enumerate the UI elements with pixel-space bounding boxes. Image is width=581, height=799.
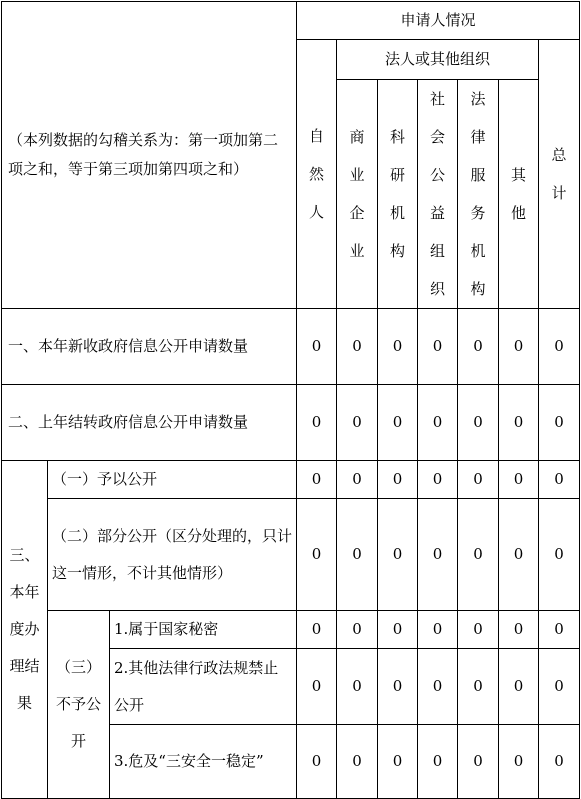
- row-label: （一）予以公开: [48, 461, 297, 499]
- cell: 0: [499, 499, 539, 611]
- cell: 0: [297, 649, 337, 725]
- cell: 0: [378, 461, 418, 499]
- cell: 0: [297, 499, 337, 611]
- legal-entity-header: 法人或其他组织: [337, 40, 539, 80]
- row-label: 一、本年新收政府信息公开申请数量: [2, 309, 297, 385]
- table-row: [2, 611, 580, 649]
- cell: 0: [337, 385, 378, 461]
- cell: 0: [418, 385, 458, 461]
- cell: 0: [458, 385, 499, 461]
- col-legal-service: 法律服务机构: [458, 80, 499, 309]
- cell: 0: [539, 385, 580, 461]
- table-row: [2, 461, 580, 499]
- applicant-header: 申请人情况: [297, 2, 580, 40]
- cell: 0: [337, 649, 378, 725]
- cell: 0: [539, 649, 580, 725]
- cell: 0: [337, 309, 378, 385]
- cell: 0: [458, 499, 499, 611]
- cell: 0: [458, 309, 499, 385]
- cell: 0: [418, 611, 458, 649]
- cell: 0: [297, 725, 337, 799]
- cell: 0: [458, 649, 499, 725]
- cell: 0: [539, 309, 580, 385]
- cell: 0: [499, 611, 539, 649]
- cell: 0: [539, 611, 580, 649]
- cell: 0: [337, 725, 378, 799]
- row-label: 2.其他法律行政法规禁止公开: [110, 649, 297, 725]
- table-row: [2, 385, 580, 461]
- col-commercial: 商业企业: [337, 80, 378, 309]
- table-row: [2, 499, 580, 611]
- cell: 0: [418, 499, 458, 611]
- cell: 0: [418, 461, 458, 499]
- col-other: 其他: [499, 80, 539, 309]
- cell: 0: [539, 725, 580, 799]
- cell: 0: [539, 499, 580, 611]
- cell: 0: [378, 611, 418, 649]
- cell: 0: [378, 385, 418, 461]
- statistics-table: [1, 1, 580, 799]
- cell: 0: [499, 385, 539, 461]
- table-row: [2, 309, 580, 385]
- row-label: 二、上年结转政府信息公开申请数量: [2, 385, 297, 461]
- row-label: 1.属于国家秘密: [110, 611, 297, 649]
- cell: 0: [297, 385, 337, 461]
- col-research: 科研机构: [378, 80, 418, 309]
- cell: 0: [539, 461, 580, 499]
- cell: 0: [458, 461, 499, 499]
- row-label: 3.危及“三安全一稳定”: [110, 725, 297, 799]
- cell: 0: [458, 611, 499, 649]
- row-label: （二）部分公开（区分处理的，只计这一情形，不计其他情形）: [48, 499, 297, 611]
- cell: 0: [337, 499, 378, 611]
- col-natural-person: 自然人: [297, 40, 337, 309]
- cell: 0: [378, 649, 418, 725]
- group-3c-label: （三）不予公开: [48, 611, 110, 799]
- cell: 0: [418, 725, 458, 799]
- table-note: （本列数据的勾稽关系为：第一项加第二项之和，等于第三项加第四项之和）: [2, 2, 297, 309]
- cell: 0: [378, 309, 418, 385]
- cell: 0: [337, 611, 378, 649]
- col-public-welfare: 社会公益组织: [418, 80, 458, 309]
- cell: 0: [458, 725, 499, 799]
- cell: 0: [378, 499, 418, 611]
- cell: 0: [337, 461, 378, 499]
- cell: 0: [499, 309, 539, 385]
- cell: 0: [418, 309, 458, 385]
- cell: 0: [297, 309, 337, 385]
- cell: 0: [297, 461, 337, 499]
- cell: 0: [378, 725, 418, 799]
- cell: 0: [499, 649, 539, 725]
- cell: 0: [499, 461, 539, 499]
- col-total: 总计: [539, 40, 580, 309]
- cell: 0: [499, 725, 539, 799]
- cell: 0: [297, 611, 337, 649]
- section-3-label: 三、本年度办理结果: [2, 461, 48, 799]
- cell: 0: [418, 649, 458, 725]
